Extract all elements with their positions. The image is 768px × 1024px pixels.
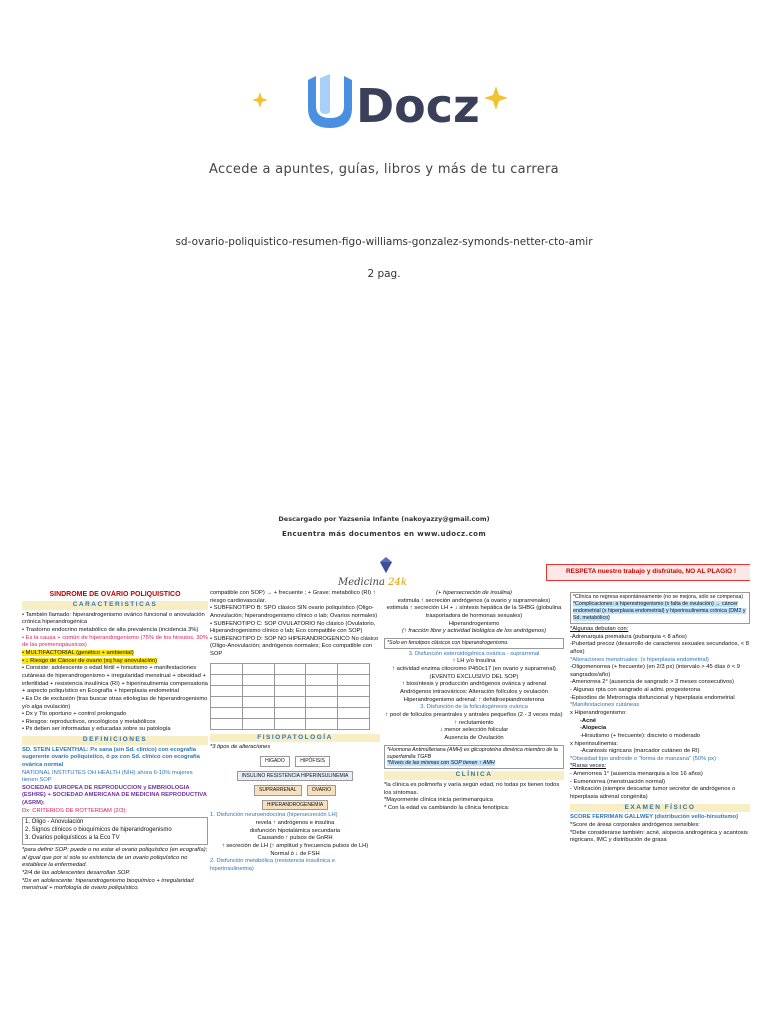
list-item: (+ hipersecreción de insulina)	[436, 590, 512, 596]
list-item: *Manifestaciones cutáneas	[570, 702, 640, 709]
list-item: SD. STEIN LEVENTHAL: Px sana (sin Sd. clínico) con ecografía sugerente ovario poliquístico, ó px con Sd. clínico con ecografía ovárica normal	[22, 746, 200, 768]
document-slug: sd-ovario-poliquistico-resumen-figo-williams-gonzalez-symonds-netter-cto-amir	[175, 236, 593, 248]
list-item: *Obesidad tipo androide o "forma de manzana" (50% px)	[570, 755, 716, 762]
sparkle-icon	[252, 92, 268, 108]
note-box: *Clínica no regresa espontáneamente (no se mejora, sólo se compensa) *Complicaciones: a hiperestrogenismo (x falta de ovulación) → cáncer endometrial (x hiperplasia endometrial) y hiperinsulinemia crónica (DM2 y Sd. metabólico)	[570, 592, 750, 624]
list-item: Normal ó ↓ de FSH	[270, 850, 320, 857]
list-item: *Mayormente clínica inicia perimenarquica	[384, 797, 493, 804]
tagline: Accede a apuntes, guías, libros y más de tu carrera	[209, 162, 559, 177]
list-item: -Episodios de Metrorragia disfuncional y hiperplasia endometrial	[570, 694, 735, 701]
udocz-logo	[0, 66, 768, 136]
list-item: Hiperandrogenismo adrenal: ↑ dehidroepiandrosterona	[403, 696, 545, 703]
list-item: (↑ fracción libre y actividad biológica de los andrógenos)	[401, 628, 547, 635]
list-item: estimula ↑ secreción LH + ↓ síntesis hepática de la SHBG (globulina trasportadora de hormonas sexuales)	[386, 605, 562, 619]
list-item: - Amenorrea 1° (ausencia menarquia a los 16 años)	[570, 771, 703, 778]
list-item: • SUBFENOTIPO C: SOP OVULATORIO No clásico (Ovulatorio, Hiperandrogenismo clínico o lab; Eco compatible con SOP)	[210, 620, 376, 635]
list-item: • Riesgos: reproductivos, oncológicos y metabólicos	[22, 718, 156, 725]
list-item: -Amenorrea 2° (ausencia de sangrado > 3 meses consecutivos)	[570, 679, 734, 686]
list-item: *Debe considerarse también: acné, alopecia androgénica y acantosis nigricans, IMC y distribución de grasa	[570, 829, 748, 844]
list-item: ↑ actividad enzima citocromo P450c17 (en ovario y suprarrenal) (EVENTO EXCLUSIVO DEL SOP)	[392, 666, 556, 680]
list-item: -Acantosis nigricans (marcador cutáneo de RI)	[580, 748, 700, 755]
list-item: 3. Disfunción esteroidogénica ovárica - suprarrenal	[408, 650, 540, 657]
section-header: FISIOPATOLOGÍA	[210, 734, 380, 743]
list-item: compatible con SOP) → + frecuente ; + Grave: metabólico (RI) ↑ riesgo cardiovascular.	[210, 590, 376, 604]
list-item: ↑ secreción de LH (↑ amplitud y frecuencia pulsos de LH)	[221, 842, 369, 849]
list-item: ↑ reclutamiento	[454, 719, 494, 726]
list-item: -Oligomenorrea (+ frecuente) (en 2/3 px) (intervalo > 45 días ó < 9 sangrados/año)	[570, 664, 740, 678]
more-documents-link[interactable]: Encuentra más documentos en www.udocz.com	[281, 530, 487, 538]
list-item: *Dx en adolescente: hiperandrogenismo bioquímico + irregularidad menstrual + morfología de ovario poliquístico.	[22, 877, 194, 892]
sparkle-icon	[484, 86, 508, 110]
list-item: • SUBFENOTIPO D: SOP NO HIPERANDROGENICO No clásico (Oligo-Anovulación; andrógenos normales; Eco compatible con SOP	[210, 635, 379, 658]
list-item: *3 tipos de alteraciones	[210, 744, 271, 751]
list-item: ↑ biosíntesis y producción andrógenos ovárica y adrenal	[401, 681, 547, 688]
list-item: • ↓ Riesgo de Cáncer de ovario (xq hay anovulación)	[22, 657, 158, 664]
list-item: - Eumenorrea (menstruación normal)	[570, 778, 666, 785]
list-item: • Consiste: adolescente o edad fértil + hirsutismo + manifestaciones cutáneas de hiperandrogenismo + irregularidad menstrual + obesidad + infertilidad + resistencia insulínica (RI) + hiperinsulinemia compensatoria + aspecto poliquístico en Ecografía + hiperplasia endometrial	[22, 665, 208, 695]
list-item: disfunción hipotalámica secundaria	[249, 827, 341, 834]
list-item: • También llamado: hiperandrogenismo ovárico funcional o anovulación crónica hiperandrogénica	[22, 611, 205, 626]
doc-title: SINDROME DE OVÁRIO POLIQUISTICO	[49, 591, 181, 598]
list-item: • Es Dx de exclusión (tras buscar otras etiologías de hiperandrogenismo y/o alga ovulación)	[22, 695, 208, 710]
list-item: *la clínica es polimorfa y varía según edad, no todas px tienen todos los síntomas.	[384, 782, 560, 796]
list-item: *Algunas debutan con:	[570, 625, 629, 632]
note-box: *Solo en fenotipos clásicos con hiperandrogenismo.	[384, 638, 564, 649]
list-item: • Trastorno endocrino metabólico de alta prevalencia (incidencia 3%)	[22, 627, 199, 634]
list-item: -Acné	[580, 717, 597, 724]
section-header: EXAMEN FÍSICO	[570, 804, 750, 813]
list-item: -Hirsutismo (+ frecuente): discreto o moderado	[580, 732, 701, 739]
watermark: Medicina 24k	[338, 577, 407, 588]
no-plagio-banner: RESPETA nuestro trabajo y disfrútalo, NO AL PLAGIO !	[546, 564, 750, 581]
criteria-box: 1. Oligo - Anovulación 2. Signos clínicos o bioquímicos de hiperandrogenismo 3. Ovarios poliquísticos a la Eco TV	[22, 817, 208, 845]
list-item: SCORE FERRIMAN GALLWEY (distribución vello-hirsutismo)	[570, 814, 739, 821]
list-item: *Raras veces:	[570, 763, 607, 770]
section-header: CARACTERISTICAS	[22, 601, 208, 610]
list-item: estimula ↑ secreción andrógenos (a ovario y suprarrenales)	[397, 597, 551, 604]
list-item: *para definir SOP: puede o no estar el ovario poliquístico (en ecografía); al igual que por sí sola su existencia de un ovario poliquístico no establece la enfermedad.	[22, 847, 208, 869]
list-item: 1. Disfunción neuroendocrina (hipersecreción LH)	[210, 812, 338, 819]
list-item: -Pubertad precoz (desarrollo de caracteres sexuales secundarios, < 8 años)	[570, 641, 749, 655]
section-header: CLÍNICA	[384, 771, 564, 780]
list-item: - Algunas rpta con sangrado al admi. progesterona	[570, 687, 701, 694]
list-item: NATIONAL INSTITUTES OH HEALTH (NIH) ahora 6-10% mujeres tienen SOP	[22, 769, 193, 784]
list-item: x hiperinsulinemia:	[570, 740, 619, 747]
doc-column-1	[22, 590, 208, 893]
list-item: ↑ pool de folículos preantrales y antrales pequeños (2 - 3 veces más)	[385, 711, 563, 718]
list-item: • Px deben ser informadas y educadas sobre su patología	[22, 726, 171, 733]
list-item: -Alopecia	[580, 725, 607, 732]
list-item: Hiperandrogenismo	[448, 620, 500, 627]
list-item: • MULTIFACTORIAL (genético + ambiental)	[22, 650, 134, 657]
list-item: - Virilización (siempre descartar tumor secretor de andrógenos o hiperplasia adrenal congénita)	[570, 786, 736, 801]
amh-box: *Hormona Antimülleriana (AMH) es glicoproteína dimérica miembro de la superfamilia TGFB *Níveis de las mismas con SOP tienen ↑ AMH	[384, 745, 564, 770]
list-item: ↓ menor selección folicular	[439, 727, 509, 734]
list-item: ↑ LH y/o Insulina	[452, 658, 496, 665]
list-item: 3. Disfunción de la foliculogénesis ovárica	[420, 704, 528, 711]
section-header: DEFINICIONES	[22, 736, 208, 745]
list-item: • SUBFENOTIPO B: SPO clásico SIN ovario poliquístico (Oligo-Anovulación; hiperandrogenismo clínico o lab; Ovarios normales)	[210, 605, 378, 619]
diamond-icon	[376, 556, 400, 576]
list-item: x Hiperandrogenismo:	[570, 709, 627, 716]
list-item: -Adrenarquia prematura (pubarquia < 8 años)	[570, 633, 687, 640]
list-item: Andrógenos intraováricos: Alteración folículos y ovulación	[400, 689, 548, 696]
udocz-wordmark: Docz	[356, 79, 480, 133]
document-preview	[20, 556, 750, 1024]
list-item: revela ↑ andrógenos e insulina	[255, 820, 335, 826]
list-item: SOCIEDAD EUROPEA DE REPRODUCCION y EMBRIOLOGIA (ESHRE) + SOCIEDAD AMERICANA DE MEDICINA REPRODUCTIVA (ASRM):	[22, 784, 207, 807]
list-item: * Con la edad va cambiando la clínica fenotípica:	[384, 804, 510, 811]
page-count: 2 pag.	[367, 268, 401, 280]
list-item: • Dx y Tto oportuno + control prolongado	[22, 711, 127, 718]
doc-column-4	[570, 590, 750, 845]
doc-column-3	[384, 590, 564, 813]
downloaded-by: Descargado por Yazsenia Infante (nakoyazzy@gmail.com)	[278, 515, 490, 523]
doc-column-2	[210, 590, 380, 873]
list-item: Dx: CRITERIOS DE ROTTERDAM (2/3):	[22, 807, 127, 814]
list-item: *2/4 de las adolescentes desarrollan SOP.	[22, 870, 131, 877]
list-item: 2. Disfunción metabólica (resistencia insulínica e hiperinsulinemia)	[210, 858, 336, 872]
pathophysiology-diagram: HIGADO HIPÓFISIS INSULINO RESISTENCIA HIPERINSULINEMIA SUPRARRENAL OVARIO HIPERANDROGENEMIA	[210, 754, 380, 812]
list-item: Ausencia de Ovulación	[444, 734, 504, 741]
udocz-mark-icon	[308, 74, 352, 128]
list-item: • Es la causa + común de hiperandrogenismo (75% de los hirsutos, 30% de las premenopáusicas)	[22, 634, 208, 649]
subphenotype-table	[210, 663, 370, 730]
list-item: Causando ↑ pulsos de GnRH	[257, 835, 333, 842]
list-item: *Alteraciones menstruales: (x hiperplasia endometrial)	[570, 656, 709, 663]
list-item: *Score de áreas corporales andrógenos sensibles:	[570, 821, 700, 828]
